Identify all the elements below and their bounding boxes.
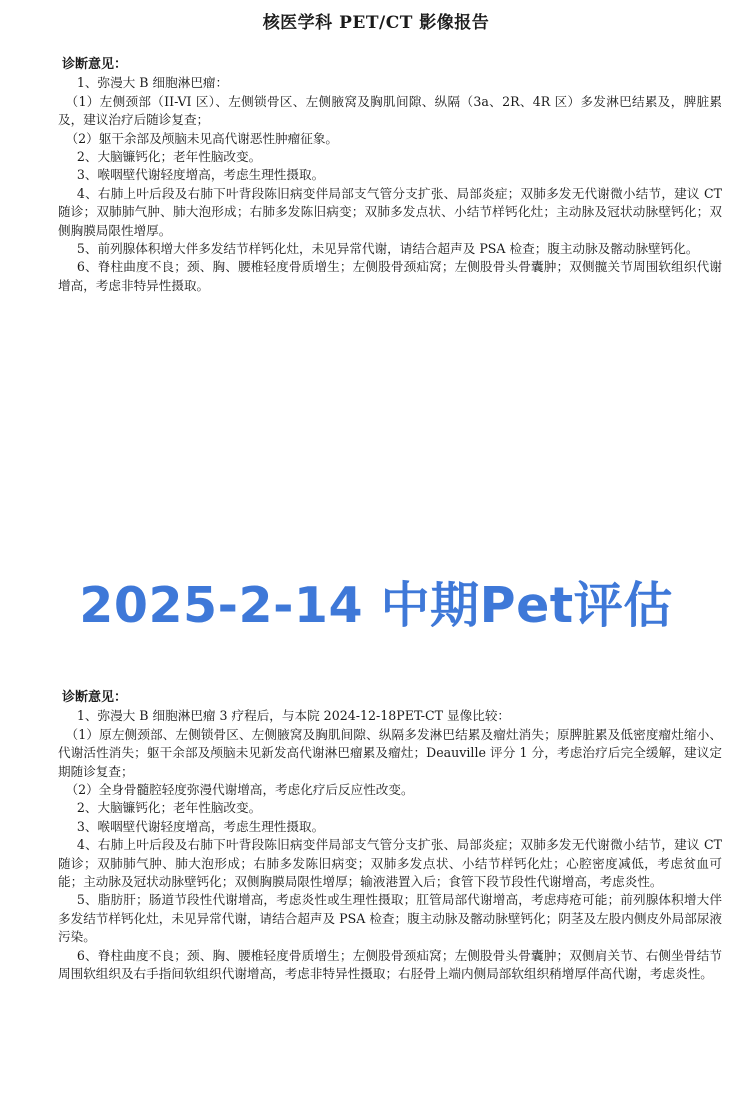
diagnosis-item: 6、脊柱曲度不良；颈、胸、腰椎轻度骨质增生；左侧股骨颈疝窝；左侧股骨头骨囊肿；双侧肩关节、右侧坐骨结节周围软组织及右手指间软组织代谢增高，考虑非特异性摄取；右胫骨上端内侧局部软组织稍增厚伴高代谢，考虑炎性。 — [58, 947, 722, 982]
report-title: 核医学科 PET/CT 影像报告 — [262, 13, 490, 33]
diagnosis-list — [58, 74, 722, 295]
diagnosis-item: 1、弥漫大 B 细胞淋巴瘤 3 疗程后，与本院 2024-12-18PET-CT 显像比较： — [76, 708, 511, 724]
interim-pet-banner: 2025-2-14 中期Pet评估 — [79, 577, 673, 634]
diagnosis-item: 2、大脑镰钙化；老年性脑改变。 — [76, 800, 262, 816]
diagnosis-item: 4、右肺上叶后段及右肺下叶背段陈旧病变伴局部支气管分支扩张、局部炎症；双肺多发无代谢微小结节，建议 CT 随诊；双肺肺气肿、肺大泡形成；右肺多发陈旧病变；双肺多发点状、小结节样钙化灶；主动脉及冠状动脉壁钙化；双侧胸膜局限性增厚。 — [58, 185, 722, 238]
diagnosis-item: 4、右肺上叶后段及右肺下叶背段陈旧病变伴局部支气管分支扩张、局部炎症；双肺多发无代谢微小结节，建议 CT 随诊；双肺肺气肿、肺大泡形成；右肺多发陈旧病变；双肺多发点状、小结节样钙化灶；心腔密度减低，考虑贫血可能；主动脉及冠状动脉壁钙化；双侧胸膜局限性增厚；输液港置入后；食管下段节段性代谢增高，考虑炎性。 — [58, 837, 722, 890]
diagnosis-item: 1、弥漫大 B 细胞淋巴瘤： — [76, 75, 229, 91]
diagnosis-item: 5、脂肪肝；肠道节段性代谢增高，考虑炎性或生理性摄取；肛管局部代谢增高，考虑痔疮可能；前列腺体积增大伴多发结节样钙化灶，未见异常代谢，请结合超声及 PSA 检查；腹主动脉及髂动脉壁钙化；阴茎及左股内侧皮外局部尿液污染。 — [58, 892, 722, 945]
report-section-1 — [58, 56, 722, 295]
diagnosis-item: （1）原左侧颈部、左侧锁骨区、左侧腋窝及胸肌间隙、纵隔多发淋巴结累及瘤灶消失；原脾脏累及低密度瘤灶缩小、代谢活性消失；躯干余部及颅脑未见新发高代谢淋巴瘤累及瘤灶；Deauville 评分 1 分，考虑治疗后完全缓解，建议定期随诊复查； — [58, 726, 722, 779]
diagnosis-heading: 诊断意见： — [62, 57, 128, 72]
diagnosis-list — [58, 707, 722, 983]
diagnosis-item: 6、脊柱曲度不良；颈、胸、腰椎轻度骨质增生；左侧股骨颈疝窝；左侧股骨头骨囊肿；双侧髋关节周围软组织代谢增高，考虑非特异性摄取。 — [58, 259, 722, 293]
diagnosis-item: 3、喉咽壁代谢轻度增高，考虑生理性摄取。 — [76, 818, 325, 834]
diagnosis-heading: 诊断意见： — [62, 690, 128, 705]
report-section-2 — [58, 689, 722, 984]
diagnosis-item: （2）躯干余部及颅脑未见高代谢恶性肿瘤征象。 — [65, 130, 339, 146]
diagnosis-item: （2）全身骨髓腔轻度弥漫代谢增高，考虑化疗后反应性改变。 — [65, 782, 414, 798]
diagnosis-item: 3、喉咽壁代谢轻度增高，考虑生理性摄取。 — [76, 167, 325, 183]
diagnosis-item: 2、大脑镰钙化；老年性脑改变。 — [76, 149, 262, 165]
diagnosis-item: （1）左侧颈部（II-VI 区）、左侧锁骨区、左侧腋窝及胸肌间隙、纵隔（3a、2R、4R 区）多发淋巴结累及，脾脏累及，建议治疗后随诊复查； — [58, 93, 722, 128]
diagnosis-item: 5、前列腺体积增大伴多发结节样钙化灶，未见异常代谢，请结合超声及 PSA 检查；腹主动脉及髂动脉壁钙化。 — [76, 241, 699, 257]
